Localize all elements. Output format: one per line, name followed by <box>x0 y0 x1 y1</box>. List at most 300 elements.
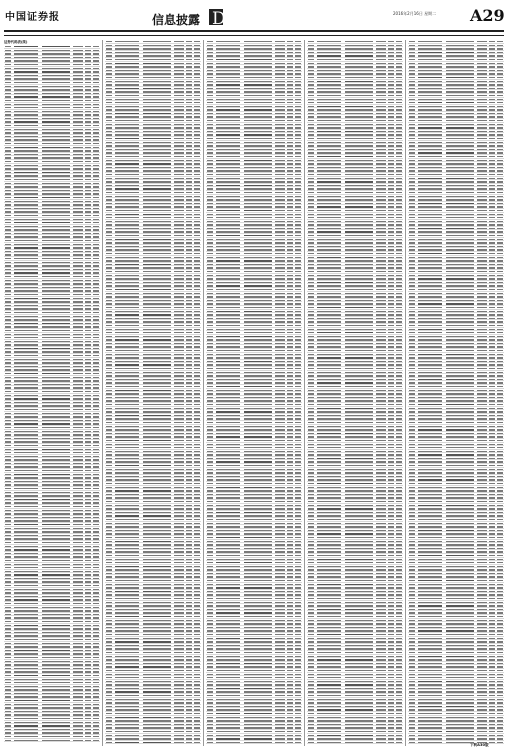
table-cell <box>106 584 112 585</box>
table-cell <box>85 276 91 277</box>
table-cell <box>14 427 38 428</box>
table-cell <box>106 361 112 362</box>
table-cell <box>73 704 83 705</box>
table-cell <box>194 454 200 455</box>
table-cell <box>174 138 184 139</box>
table-cell <box>174 602 184 603</box>
table-cell <box>14 621 38 622</box>
table-cell <box>14 323 38 324</box>
table-cell <box>115 127 139 128</box>
table-cell <box>186 199 192 200</box>
table-cell <box>14 75 38 76</box>
table-cell <box>73 323 83 324</box>
table-cell <box>5 236 11 237</box>
table-cell <box>14 107 38 108</box>
table-cell <box>93 628 99 629</box>
table-cell <box>115 361 139 362</box>
table-cell <box>194 332 200 333</box>
table-cell <box>115 497 139 498</box>
table-cell <box>186 548 192 549</box>
table-cell <box>85 193 91 194</box>
table-cell <box>143 584 171 585</box>
table-cell <box>143 605 171 606</box>
table-cell <box>14 510 38 511</box>
table-cell <box>143 418 171 419</box>
table-cell <box>93 445 99 446</box>
table-cell <box>93 499 99 500</box>
table-cell <box>143 178 171 179</box>
table-cell <box>186 519 192 520</box>
table-cell <box>143 170 171 171</box>
table-cell <box>106 357 112 358</box>
table-cell <box>174 605 184 606</box>
table-cell <box>5 463 11 464</box>
table-cell <box>194 634 200 635</box>
table-cell <box>186 293 192 294</box>
table-cell <box>5 506 11 507</box>
table-cell <box>115 321 139 322</box>
table-cell <box>85 607 91 608</box>
table-cell <box>93 427 99 428</box>
table-cell <box>73 305 83 306</box>
table-cell <box>93 197 99 198</box>
table-cell <box>93 510 99 511</box>
table-cell <box>115 109 139 110</box>
table-cell <box>174 267 184 268</box>
table-cell <box>174 375 184 376</box>
table-cell <box>73 121 83 122</box>
table-cell <box>85 571 91 572</box>
table-cell <box>73 413 83 414</box>
table-cell <box>42 405 70 406</box>
table-cell <box>42 111 70 112</box>
table-cell <box>106 587 112 588</box>
table-cell <box>73 233 83 234</box>
table-cell <box>174 544 184 545</box>
table-cell <box>174 717 184 718</box>
table-cell <box>115 523 139 524</box>
table-cell <box>42 538 70 539</box>
table-cell <box>143 264 171 265</box>
table-cell <box>115 717 139 718</box>
table-cell <box>186 124 192 125</box>
table-cell <box>106 397 112 398</box>
table-cell <box>194 576 200 577</box>
table-cell <box>115 454 139 455</box>
table-cell <box>186 487 192 488</box>
table-cell <box>85 369 91 370</box>
table-cell <box>93 319 99 320</box>
table-cell <box>244 55 272 56</box>
table-cell <box>73 215 83 216</box>
table-cell <box>73 312 83 313</box>
table-cell <box>93 258 99 259</box>
table-cell <box>42 711 70 712</box>
table-cell <box>115 408 139 409</box>
table-cell <box>42 208 70 209</box>
table-cell <box>5 298 11 299</box>
table-cell <box>106 476 112 477</box>
table-cell <box>186 476 192 477</box>
table-cell <box>5 373 11 374</box>
table-cell <box>93 100 99 101</box>
table-cell <box>186 512 192 513</box>
table-cell <box>186 77 192 78</box>
table-cell <box>85 621 91 622</box>
table-cell <box>174 382 184 383</box>
table-cell <box>73 398 83 399</box>
table-cell <box>143 587 171 588</box>
table-cell <box>174 720 184 721</box>
table-cell <box>186 505 192 506</box>
table-cell <box>106 433 112 434</box>
table-cell <box>42 650 70 651</box>
table-cell <box>73 517 83 518</box>
table-cell <box>5 470 11 471</box>
table-cell <box>73 190 83 191</box>
table-cell <box>93 373 99 374</box>
table-cell <box>85 499 91 500</box>
table-cell <box>115 382 139 383</box>
table-cell <box>93 402 99 403</box>
table-cell <box>115 95 139 96</box>
table-cell <box>143 257 171 258</box>
table-cell <box>174 41 184 42</box>
table-cell <box>194 109 200 110</box>
table-cell <box>93 64 99 65</box>
table-cell <box>174 278 184 279</box>
table-cell <box>73 556 83 557</box>
table-cell <box>186 638 192 639</box>
table-cell <box>93 204 99 205</box>
table-cell <box>115 404 139 405</box>
table-cell <box>73 423 83 424</box>
table-cell <box>143 382 171 383</box>
table-cell <box>194 598 200 599</box>
table-cell <box>194 476 200 477</box>
table-cell <box>186 623 192 624</box>
table-cell <box>194 264 200 265</box>
table-cell <box>73 139 83 140</box>
table-cell <box>5 165 11 166</box>
table-cell <box>73 150 83 151</box>
table-cell <box>5 265 11 266</box>
table-cell <box>194 160 200 161</box>
table-cell <box>73 481 83 482</box>
table-cell <box>73 661 83 662</box>
table-cell <box>115 41 139 42</box>
table-cell <box>186 368 192 369</box>
table-cell <box>106 612 112 613</box>
table-cell <box>85 574 91 575</box>
table-cell <box>143 505 171 506</box>
table-cell <box>106 501 112 502</box>
table-cell <box>42 607 70 608</box>
table-cell <box>73 348 83 349</box>
table-cell <box>115 368 139 369</box>
table-cell <box>115 530 139 531</box>
table-cell <box>42 60 70 61</box>
table-cell <box>5 395 11 396</box>
table-cell <box>186 196 192 197</box>
table-cell <box>106 702 112 703</box>
table-cell <box>14 725 38 726</box>
table-cell <box>194 415 200 416</box>
table-cell <box>186 469 192 470</box>
table-cell <box>85 524 91 525</box>
table-cell <box>93 229 99 230</box>
table-cell <box>194 512 200 513</box>
table-cell <box>85 240 91 241</box>
table-cell <box>93 125 99 126</box>
table-cell <box>115 203 139 204</box>
table-cell <box>14 535 38 536</box>
table-cell <box>143 120 171 121</box>
table-cell <box>186 314 192 315</box>
table-cell <box>143 713 171 714</box>
table-cell <box>186 178 192 179</box>
table-cell <box>5 78 11 79</box>
table-cell <box>85 506 91 507</box>
table-cell <box>73 477 83 478</box>
table-cell <box>5 664 11 665</box>
table-cell <box>143 742 171 743</box>
table-cell <box>186 659 192 660</box>
table-cell <box>186 609 192 610</box>
table-cell <box>194 566 200 567</box>
table-cell <box>186 372 192 373</box>
table-cell <box>106 648 112 649</box>
table-cell <box>115 415 139 416</box>
table-cell <box>14 114 38 115</box>
table-cell <box>73 46 83 47</box>
table-cell <box>73 639 83 640</box>
table-cell <box>93 470 99 471</box>
table-cell <box>42 520 70 521</box>
table-cell <box>42 222 70 223</box>
table-cell <box>174 242 184 243</box>
table-cell <box>207 55 213 56</box>
table-cell <box>93 456 99 457</box>
table-cell <box>186 343 192 344</box>
table-cell <box>194 519 200 520</box>
table-cell <box>42 269 70 270</box>
table-cell <box>85 53 91 54</box>
table-cell <box>85 671 91 672</box>
table-cell <box>174 332 184 333</box>
table-cell <box>115 314 139 315</box>
table-cell <box>42 599 70 600</box>
table-cell <box>14 265 38 266</box>
table-cell <box>186 282 192 283</box>
table-cell <box>115 372 139 373</box>
table-cell <box>14 581 38 582</box>
table-cell <box>143 735 171 736</box>
table-cell <box>73 204 83 205</box>
table-cell <box>115 562 139 563</box>
table-cell <box>93 53 99 54</box>
table-cell <box>194 41 200 42</box>
table-cell <box>174 307 184 308</box>
table-cell <box>73 589 83 590</box>
table-cell <box>5 445 11 446</box>
table-cell <box>186 397 192 398</box>
table-cell <box>194 663 200 664</box>
table-cell <box>174 152 184 153</box>
table-cell <box>5 531 11 532</box>
table-cell <box>143 533 171 534</box>
table-cell <box>106 364 112 365</box>
table-cell <box>42 456 70 457</box>
table-cell <box>194 537 200 538</box>
table-cell <box>73 114 83 115</box>
table-cell <box>106 354 112 355</box>
table-cell <box>174 350 184 351</box>
table-cell <box>42 510 70 511</box>
table-cell <box>5 492 11 493</box>
table-cell <box>93 344 99 345</box>
table-cell <box>174 404 184 405</box>
table-cell <box>174 465 184 466</box>
table-cell <box>42 211 70 212</box>
table-cell <box>106 526 112 527</box>
table-cell <box>194 688 200 689</box>
table-cell <box>106 55 112 56</box>
table-cell <box>194 505 200 506</box>
table-cell <box>216 41 240 42</box>
table-cell <box>174 231 184 232</box>
table-cell <box>14 423 38 424</box>
table-cell <box>85 711 91 712</box>
table-cell <box>115 490 139 491</box>
table-cell <box>93 438 99 439</box>
table-cell <box>106 444 112 445</box>
table-cell <box>174 436 184 437</box>
table-cell <box>5 68 11 69</box>
table-cell <box>115 548 139 549</box>
table-cell <box>115 113 139 114</box>
table-cell <box>194 400 200 401</box>
table-cell <box>186 616 192 617</box>
table-cell <box>14 298 38 299</box>
table-cell <box>14 607 38 608</box>
table-cell <box>42 341 70 342</box>
table-cell <box>14 470 38 471</box>
table-cell <box>5 136 11 137</box>
table-cell <box>14 344 38 345</box>
table-cell <box>73 686 83 687</box>
table-cell <box>42 441 70 442</box>
table-cell <box>14 219 38 220</box>
table-cell <box>106 321 112 322</box>
table-cell <box>93 524 99 525</box>
table-cell <box>73 157 83 158</box>
table-cell <box>143 659 171 660</box>
table-cell <box>186 656 192 657</box>
table-cell <box>106 116 112 117</box>
table-cell <box>106 533 112 534</box>
table-cell <box>93 492 99 493</box>
table-cell <box>143 109 171 110</box>
table-cell <box>42 53 70 54</box>
table-cell <box>143 731 171 732</box>
table-cell <box>42 481 70 482</box>
table-cell <box>5 57 11 58</box>
table-cell <box>115 73 139 74</box>
table-cell <box>186 648 192 649</box>
table-cell <box>73 470 83 471</box>
table-cell <box>194 627 200 628</box>
table-cell <box>42 305 70 306</box>
table-cell <box>186 271 192 272</box>
table-cell <box>216 52 240 53</box>
table-cell <box>73 161 83 162</box>
table-cell <box>85 653 91 654</box>
table-cell <box>186 318 192 319</box>
table-cell <box>194 55 200 56</box>
table-cell <box>106 569 112 570</box>
table-cell <box>73 474 83 475</box>
table-cell <box>174 691 184 692</box>
table-cell <box>186 354 192 355</box>
table-cell <box>174 634 184 635</box>
table-cell <box>186 55 192 56</box>
table-cell <box>5 420 11 421</box>
table-cell <box>186 717 192 718</box>
table-cell <box>5 736 11 737</box>
table-cell <box>115 699 139 700</box>
table-cell <box>85 459 91 460</box>
table-cell <box>42 298 70 299</box>
table-cell <box>14 614 38 615</box>
table-cell <box>106 645 112 646</box>
table-cell <box>115 152 139 153</box>
table-cell <box>85 204 91 205</box>
table-cell <box>106 73 112 74</box>
table-cell <box>174 526 184 527</box>
table-cell <box>14 215 38 216</box>
table-cell <box>73 614 83 615</box>
table-cell <box>14 592 38 593</box>
table-cell <box>5 204 11 205</box>
table-cell <box>194 490 200 491</box>
table-cell <box>93 366 99 367</box>
table-cell <box>174 620 184 621</box>
table-cell <box>73 57 83 58</box>
table-cell <box>115 282 139 283</box>
table-cell <box>93 161 99 162</box>
table-cell <box>174 289 184 290</box>
table-cell <box>93 488 99 489</box>
table-cell <box>73 628 83 629</box>
table-cell <box>174 609 184 610</box>
table-cell <box>85 46 91 47</box>
table-cell <box>93 732 99 733</box>
table-cell <box>73 86 83 87</box>
table-cell <box>115 706 139 707</box>
table-cell <box>42 204 70 205</box>
table-cell <box>194 339 200 340</box>
table-cell <box>106 127 112 128</box>
table-cell <box>115 300 139 301</box>
table-cell <box>115 332 139 333</box>
table-cell <box>194 508 200 509</box>
table-cell <box>5 459 11 460</box>
table-cell <box>5 369 11 370</box>
table-cell <box>143 45 171 46</box>
table-cell <box>42 610 70 611</box>
table-cell <box>42 617 70 618</box>
